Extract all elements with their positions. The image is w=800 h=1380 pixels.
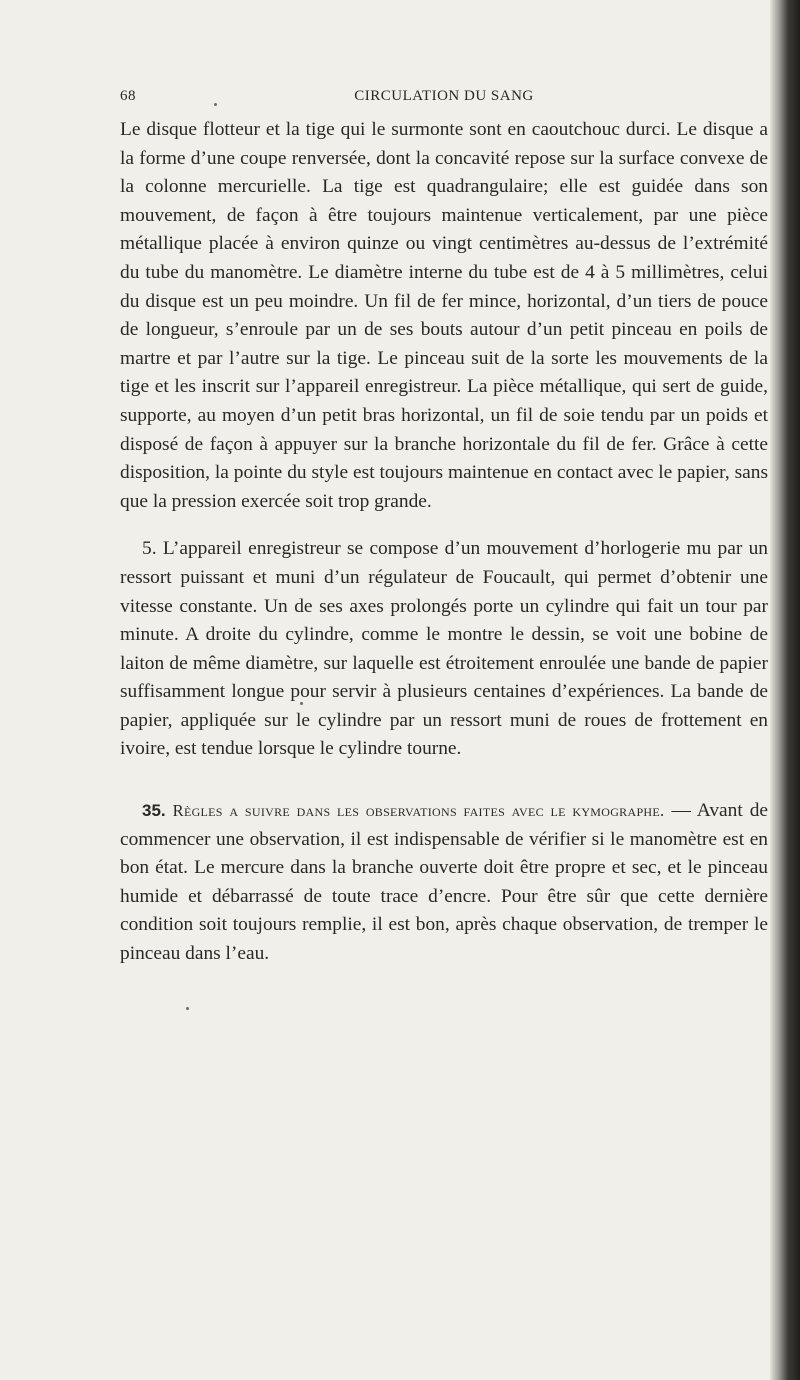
section-dash: — (664, 800, 697, 822)
running-header (120, 88, 768, 112)
section-heading: Règles a suivre dans les observations faites avec le kymographe. (172, 801, 665, 821)
section-number: 35. (142, 801, 166, 821)
paragraph-kymograph-float: Le disque flotteur et la tige qui le surmonte sont en caoutchouc durci. Le disque a la forme d’une coupe renversée, dont la concavité repose sur la surface convexe de la colonne mercurielle. La tige est quadrangulaire; elle est guidée dans son mouvement, de façon à être toujours maintenue verticalement, par une pièce métallique placée à environ quinze ou vingt centimètres au-dessus de l’extrémité du tube du manomètre. Le diamètre interne du tube est de 4 à 5 millimètres, celui du disque est un peu moindre. Un fil de fer mince, horizontal, d’un tiers de pouce de longueur, s’enroule par un de ses bouts autour d’un petit pinceau en poils de martre et par l’autre sur la tige. Le pinceau suit de la sorte les mouvements de la tige et les inscrit sur l’appareil enregistreur. La pièce métallique, qui sert de guide, supporte, au moyen d’un petit bras horizontal, un fil de soie tendu par un poids et disposé de façon à appuyer sur la branche horizontale du fil de fer. Grâce à cette disposition, la pointe du style est toujours maintenue en contact avec le papier, sans que la pression exercée soit trop grande. (120, 119, 768, 512)
paragraph-recording-device: 5. L’appareil enregistreur se compose d’un mouvement d’horlogerie mu par un ressort puissant et muni d’un régulateur de Foucault, qui permet d’obtenir une vitesse constante. Un de ses axes prolongés porte un cylindre qui fait un tour par minute. A droite du cylindre, comme le montre le dessin, se voit une bobine de laiton de même diamètre, sur laquelle est étroitement enroulée une bande de papier suffisamment longue pour servir à plusieurs centaines d’expériences. La bande de papier, appliquée sur le cylindre par un ressort muni de roues de frottement en ivoire, est tendue lorsque le cylindre tourne. (120, 538, 768, 760)
page-number: 68 (120, 88, 136, 104)
paper-speck (214, 103, 217, 106)
body-text (120, 116, 768, 969)
section-35 (120, 797, 768, 969)
section-body: Avant de commencer une observation, il est indispensable de vérifier si le manomètre est en bon état. Le mercure dans la branche ouverte doit être propre et sec, et le pinceau humide et débarrassé de toute trace d’encre. Pour être sûr que cette dernière condition soit toujours remplie, il est bon, après chaque observation, de tremper le pinceau dans l’eau. (120, 800, 769, 965)
running-title: CIRCULATION DU SANG (354, 88, 534, 104)
paper-speck (186, 1007, 189, 1010)
scanned-page-edge (770, 0, 800, 1380)
paper-speck (300, 702, 303, 705)
